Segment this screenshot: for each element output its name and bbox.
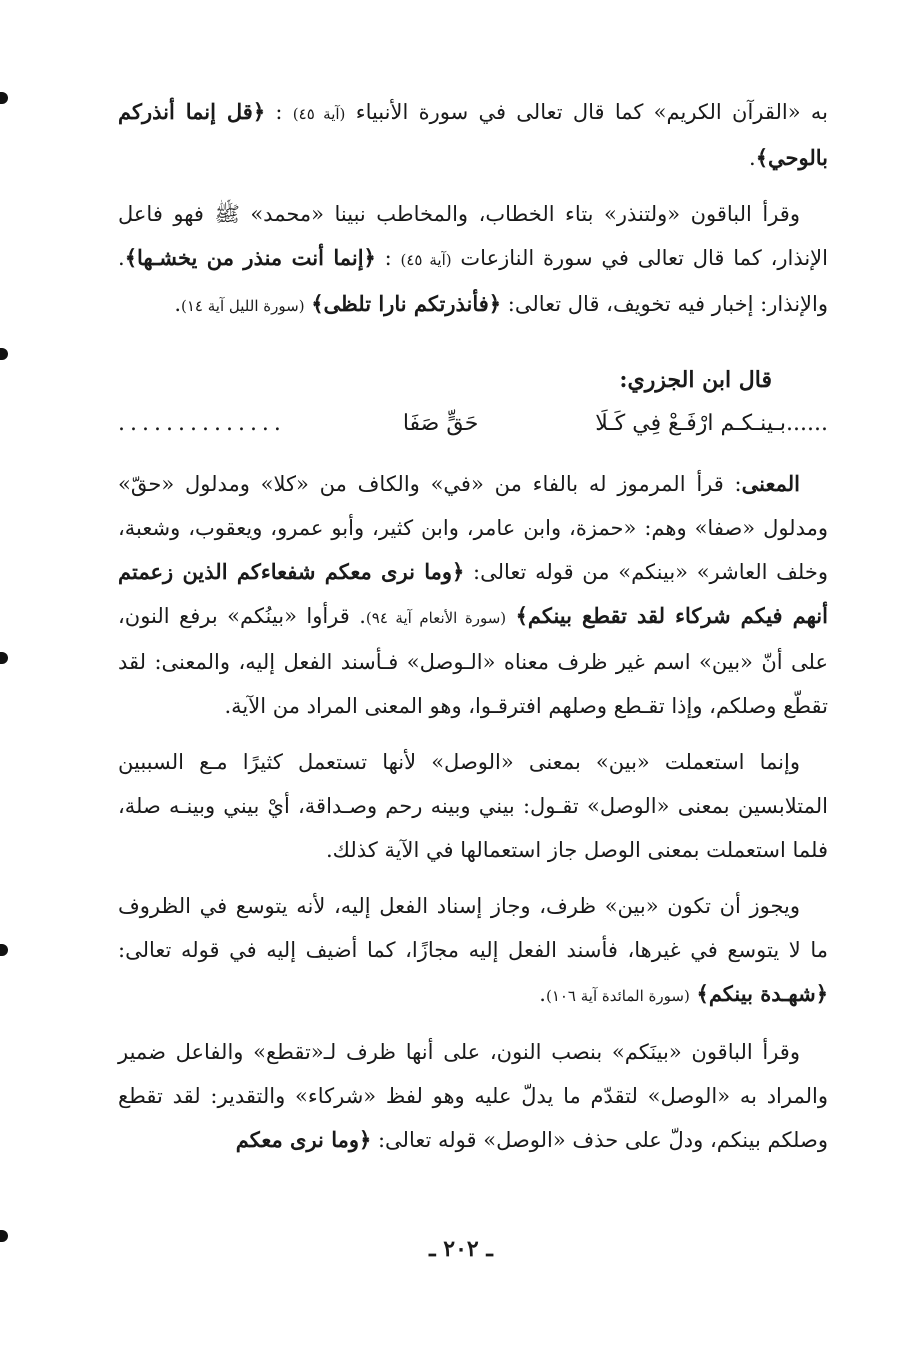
paragraph [118,462,828,728]
text-run: . والإنذار: إخبار فيه تخويف، قال تعالى: [118,246,828,316]
text-run: : [375,246,401,270]
text-run: وقرأ الباقون «ولتنذر» بتاء الخطاب، والمخاطب نبينا «محمد» ﷺ فهو فاعل الإنذار، كما قال تعالى في سورة النازعات [118,202,828,270]
text-run: . [174,292,182,316]
quran-quote: المعنى [741,471,800,496]
quran-quote: ﴿وما نرى معكم [235,1127,372,1152]
citation: (سورة الليل آية ١٤) [181,297,305,315]
text-run [690,982,697,1006]
text-run: : [265,100,293,124]
verse-middle: حَقٍّ صَفَا [402,411,479,436]
paragraph [118,90,828,180]
verse-right: ......بـينـكـم ارْفَـعْ فِي كَـلَا [595,411,828,436]
section-heading: قال ابن الجزري: [619,367,772,393]
page-number: ـ ٢٠٢ ـ [429,1236,493,1262]
quran-quote: ﴿قل إنما أنذركم بالوحي﴾ [118,99,828,170]
paragraph [118,884,828,1018]
text-run: ويجوز أن تكون «بين» ظرف، وجاز إسناد الفعل إليه، لأنه يتوسع في الظروف ما لا يتوسع في غيرها، فأسند الفعل إليه مجازًا، كما أضيف إليه في قوله تعالى: [118,894,828,962]
paragraph [118,192,828,328]
margin-mark [0,92,8,104]
margin-mark [0,944,8,956]
citation: (سورة الأنعام آية ٩٤) [365,609,507,627]
page-body [118,90,828,1174]
verse-left: .............. [118,411,286,436]
text-run: . [749,146,756,170]
quran-quote: ﴿شهـدة بينكم﴾ [696,981,828,1006]
commentary-paragraphs [118,462,828,1162]
citation: (آية ٤٥) [292,105,346,123]
text-run: وقرأ الباقون «بينَكم» بنصب النون، على أنها ظرف لـ«تقطع» والفاعل ضمير والمراد به «الوصل» لتقدّم ما يدلّ عليه وهو لفظ «شركاء» والتقدير: لقد تقطع وصلكم بينكم، ودلّ على حذف «الوصل» قوله تعالى: [118,1040,828,1152]
text-run: . [539,982,546,1006]
citation: (آية ٤٥) [400,251,452,269]
text-run: . قرأوا «بينُكم» برفع النون، على أنّ «بين» اسم غير ظرف معناه «الـوصل» فـأسند الفعل إليه، والمعنى: لقد تقطّع وصلكم، وإذا تقـطع وصلهم افترقـوا، وهو المعنى المراد من الآية. [118,604,828,718]
margin-mark [0,652,8,664]
paragraph [118,740,828,872]
verse-line [118,402,828,446]
citation: (سورة المائدة آية ١٠٦) [545,987,690,1005]
text-run: وإنما استعملت «بين» بمعنى «الوصل» لأنها تستعمل كثيرًا مـع السببين المتلابسين بمعنى «الوصل» تقـول: بيني وبينه رحم وصـداقة، أيْ بيني وبينـه صلة، فلما استعملت بمعنى الوصل جاز استعمالها في الآية كذلك. [118,750,828,862]
quran-quote: ﴿فأنذرتكم نارا تلظى﴾ [311,291,502,316]
margin-mark [0,348,8,360]
quran-quote: ﴿وما نرى معكم شفعاءكم الذين زعمتم أنهم فيكم شركاء لقد تقطع بينكم﴾ [118,559,828,628]
text-run: : قرأ المرموز له بالفاء من «في» والكاف من «كلا» ومدلول «حقّ» ومدلول «صفا» وهم: «حمزة، وابن عامر، وابن كثير، وأبو عمرو، ويعقوب، وشعبة، وخلف العاشر» «بينكم» من قوله تعالى: [118,472,828,584]
text-run [506,604,515,628]
quran-quote: ﴿إنما أنت منذر من يخشـها﴾ [124,245,376,270]
paragraph [118,1030,828,1162]
intro-paragraphs [118,90,828,328]
text-run: به «القرآن الكريم» كما قال تعالى في سورة الأنبياء [345,100,828,124]
